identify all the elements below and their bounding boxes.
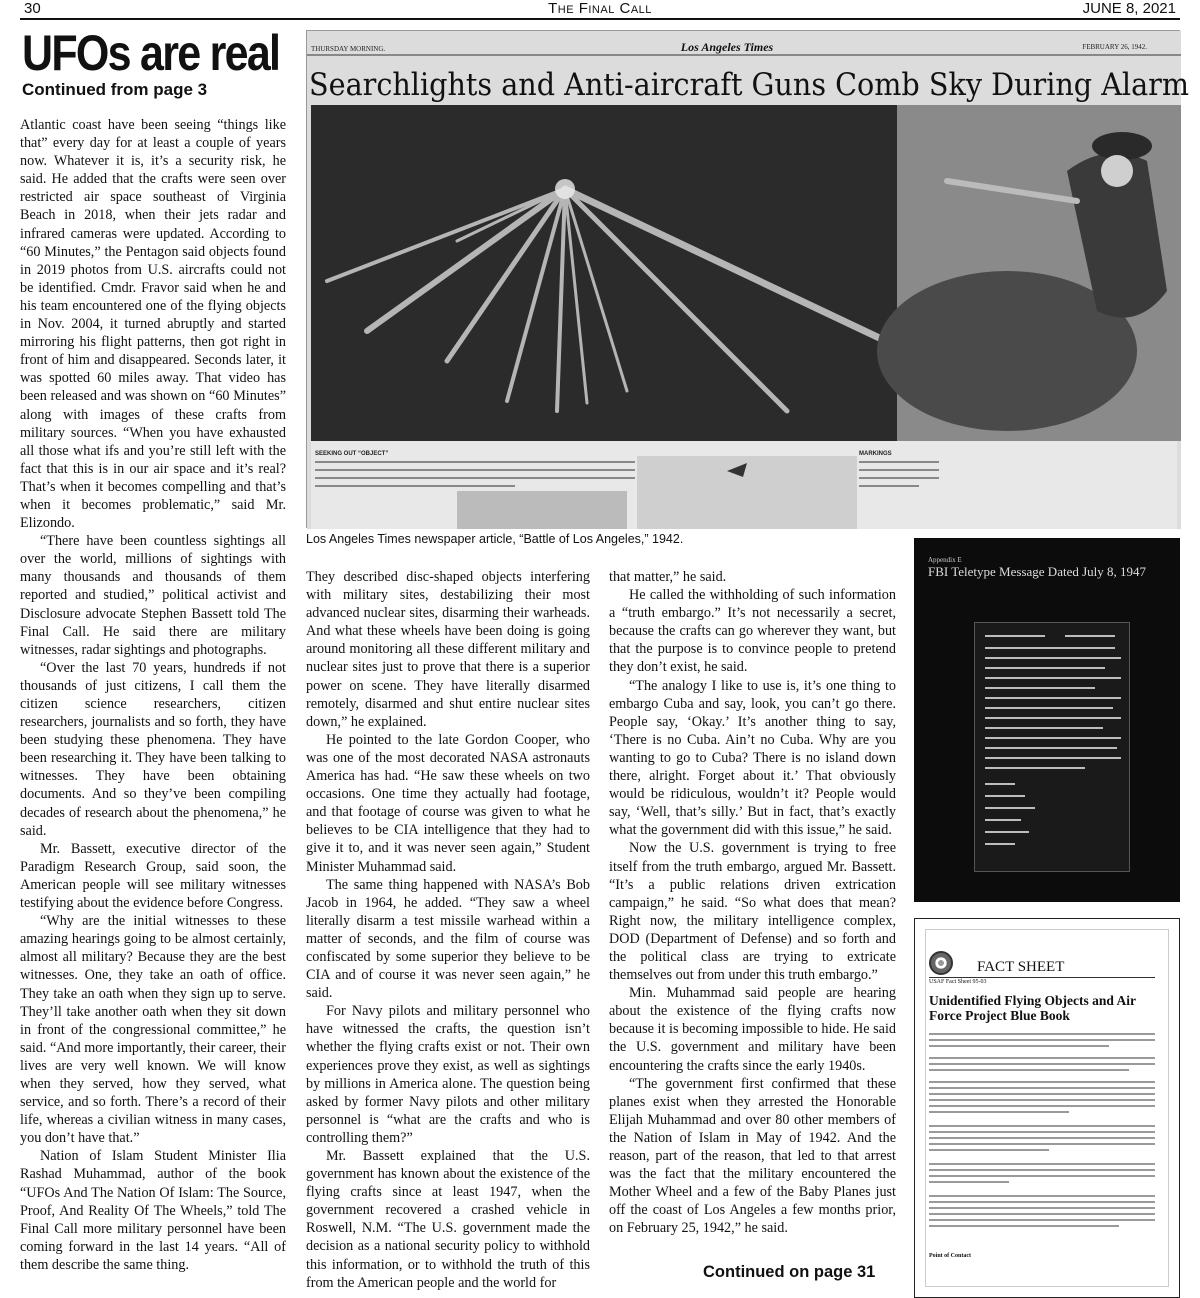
paragraph: “The government first confirmed that these planes exist when they arrested the Honorable Elijah Muhammad and over 80 other members of the Nation of Islam in May of 1942. And the reason, part of the reason, that led to that arrest was the fact that the military encountered the Mother Wheel and a few of the Baby Planes just off the coast of Los Angeles a few months prior, on February 25, 1942,” he said. (609, 1075, 896, 1237)
fact-sheet-heading: Unidentified Flying Objects and Air Force Project Blue Book (929, 993, 1136, 1023)
paragraph: Now the U.S. government is trying to free itself from the truth embargo, argued Mr. Bassett. “It’s a public relations driven extrication campaign,” he said. “So what does that mean? Right now, the military intelligence complex, DOD (Department of Defense) and so forth and the political class are trying to extricate themselves out from under this truth embargo.” (609, 840, 896, 984)
paragraph: Mr. Bassett explained that the U.S. government has known about the existence of the flying crafts since at least 1947, when the government recovered a crashed vehicle in Roswell, N.M. “The U.S. government made the decision as a national security policy to withhold this information, or to withhold the truth of this from the American people and the world for (306, 1148, 590, 1291)
newspaper-banner: Searchlights and Anti-aircraft Guns Comb Sky During Alarm (309, 67, 1189, 103)
paragraph: He pointed to the late Gordon Cooper, who was one of the most decorated NASA astronauts America has had. “He saw these wheels on two occasions. One time they actually had footage, and that footage of course was given to what he believes to be CIA intelligence that they had to give it to, and it was never seen again,” Student Minister Muhammad said. (306, 731, 590, 875)
paragraph: Atlantic coast have been seeing “things like that” every day for at least a couple of years now. Whatever it is, it’s a security risk, he said. He added that the crafts were seen over restricted air space southeast of Virginia Beach in 2018, when their jets radar and infrared cameras were updated. According to “60 Minutes,” the Pentagon said objects found in 2019 photos from U.S. aircrafts could not be identified. Cmdr. Fravor said when he and his team encountered one of the flying objects in Nov. 2004, it turned abruptly and started mirroring his flight patterns, then got right in front of him and disappeared. Seconds later, it was spotted 60 miles away. That video has been released and was shown on “60 Minutes” along with images of these crafts from military sources. “When you have exhausted all those what ifs and you’re still left with the fact that this is in our air space and it’s real? That’s when it becomes compelling and that’s when it becomes problematic,” said Mr. Elizondo. (20, 117, 286, 532)
continued-on: Continued on page 31 (703, 1263, 876, 1281)
la-times-newspaper-image (306, 30, 1189, 528)
masthead-left: THURSDAY MORNING. (311, 45, 386, 53)
paragraph: For Navy pilots and military personnel who have witnessed the crafts, the question isn’t whether the flying crafts exist or not. Their own experiences prove they exist, as well as sightings by millions in America alone. The question being asked by former Navy pilots and other military personnel is “what are the crafts and who is controlling them?” (306, 1003, 590, 1146)
article-column-1 (20, 116, 286, 1286)
paragraph: “The analogy I like to use is, it’s one thing to embargo Cuba and say, look, you can’t go there. People say, ‘Okay.’ It’s another thing to say, ‘There is no Cuba. Ain’t no Cuba. Why are you wanting to go to Cuba? There is no island down there, alright. Forget about it.’ That obviously would be ridiculous, wouldn’t it? People would say, ‘Well, that’s silly.’ But in fact, that’s exactly what the government did with this issue,” he said. (609, 677, 896, 839)
publication-name: The Final Call (548, 0, 652, 17)
appendix-label: Appendix E (928, 556, 962, 564)
paragraph: that matter,” he said. (609, 569, 727, 585)
fact-sheet-number: USAF Fact Sheet 95-03 (929, 979, 987, 985)
fact-sheet-title: FACT SHEET (977, 959, 1065, 975)
article-column-2 (306, 568, 590, 1291)
paragraph: He called the withholding of such information a “truth embargo.” It’s not necessarily a secret, because the crafts can go wherever they want, but that the purpose is to convince people to pretend they don’t exist, he said. (609, 587, 896, 676)
paragraph: “Over the last 70 years, hundreds if not thousands of just citizens, I call them the citizen science researchers, citizen researchers, journalists and so forth, they have been studying these phenomena. They have been researching it. They have been talking to witnesses. They have been obtaining documents. And so they’ve been compiling decades of research about the phenomena,” he said. (20, 659, 286, 839)
paragraph: Mr. Bassett, executive director of the Paradigm Research Group, said soon, the American people will see military witnesses testifying about the evidence before Congress. (20, 840, 286, 912)
teletype-document (974, 622, 1130, 872)
right-photo-caption-head: MARKINGS (859, 451, 892, 457)
night-sky-photo (311, 105, 897, 441)
paragraph: “There have been countless sightings all over the world, millions of sightings with many thousands and thousands of them reported and studied,” political activist and Disclosure advocate Stephen Bassett told The Final Call. He said there are military witnesses, radar sightings and photographs. (20, 533, 286, 658)
masthead-right: FEBRUARY 26, 1942. (1082, 43, 1147, 51)
paragraph: Min. Muhammad said people are hearing about the existence of the flying crafts now because it is becoming impossible to hide. He said the U.S. government and military have been encountering the crafts since the early 1940s. (609, 985, 896, 1074)
issue-date: JUNE 8, 2021 (1082, 0, 1176, 17)
fbi-teletype-image (914, 538, 1180, 902)
point-of-contact: Point of Contact (929, 1253, 971, 1259)
left-photo-caption-head: SEEKING OUT “OBJECT” (315, 451, 389, 457)
paragraph: “Why are the initial witnesses to these amazing hearings going to be almost certainly, almost all military? Because they are the best witnesses. One, they take an oath of office. They take an oath when they sign up to serve. They’ll take another oath when they sit down in front of the congressional committee,” he said. “And more importantly, their career, their lives are very well known. We will know when they served, how they served, what service, and so forth. There’s a record of their life, whereas a civilian witness in many cases, you don’t have that.” (20, 913, 287, 1147)
masthead-center: Los Angeles Times (680, 40, 774, 54)
article-headline: UFOs are real (22, 25, 280, 81)
paragraph: Nation of Islam Student Minister Ilia Rashad Muhammad, author of the book “UFOs And The Nation Of Islam: The Source, Proof, And Reality Of The Wheels,” told The Final Call more military personnel have been coming forward in the last 14 years. “All of them describe the same thing. (20, 1148, 286, 1273)
fbi-doc-title: FBI Teletype Message Dated July 8, 1947 (928, 564, 1147, 579)
page-header (20, 0, 1180, 20)
usaf-fact-sheet-image (914, 918, 1180, 1298)
paragraph: The same thing happened with NASA’s Bob Jacob in 1964, he added. “They saw a wheel literally disarm a test missile warhead within a matter of seconds, and the film of course was confiscated by some superior they believe to be CIA and of course it was never seen again,” he said. (306, 876, 590, 1002)
paragraph: They described disc-shaped objects interfering with military sites, destabilizing their most advanced nuclear sites, disarming their warheads. And what these wheels have been doing is going around monitoring all these different military and nuclear sites just to prove that there is a superior power on scene. They have literally disarmed remotely, disarmed and shut entire nuclear sites down,” he explained. (306, 569, 590, 730)
continued-from: Continued from page 3 (22, 80, 208, 99)
article-column-3 (609, 568, 896, 1237)
page-number: 30 (24, 0, 41, 17)
usaf-seal-icon (929, 951, 953, 975)
photo-caption: Los Angeles Times newspaper article, “Battle of Los Angeles,” 1942. (306, 532, 684, 546)
